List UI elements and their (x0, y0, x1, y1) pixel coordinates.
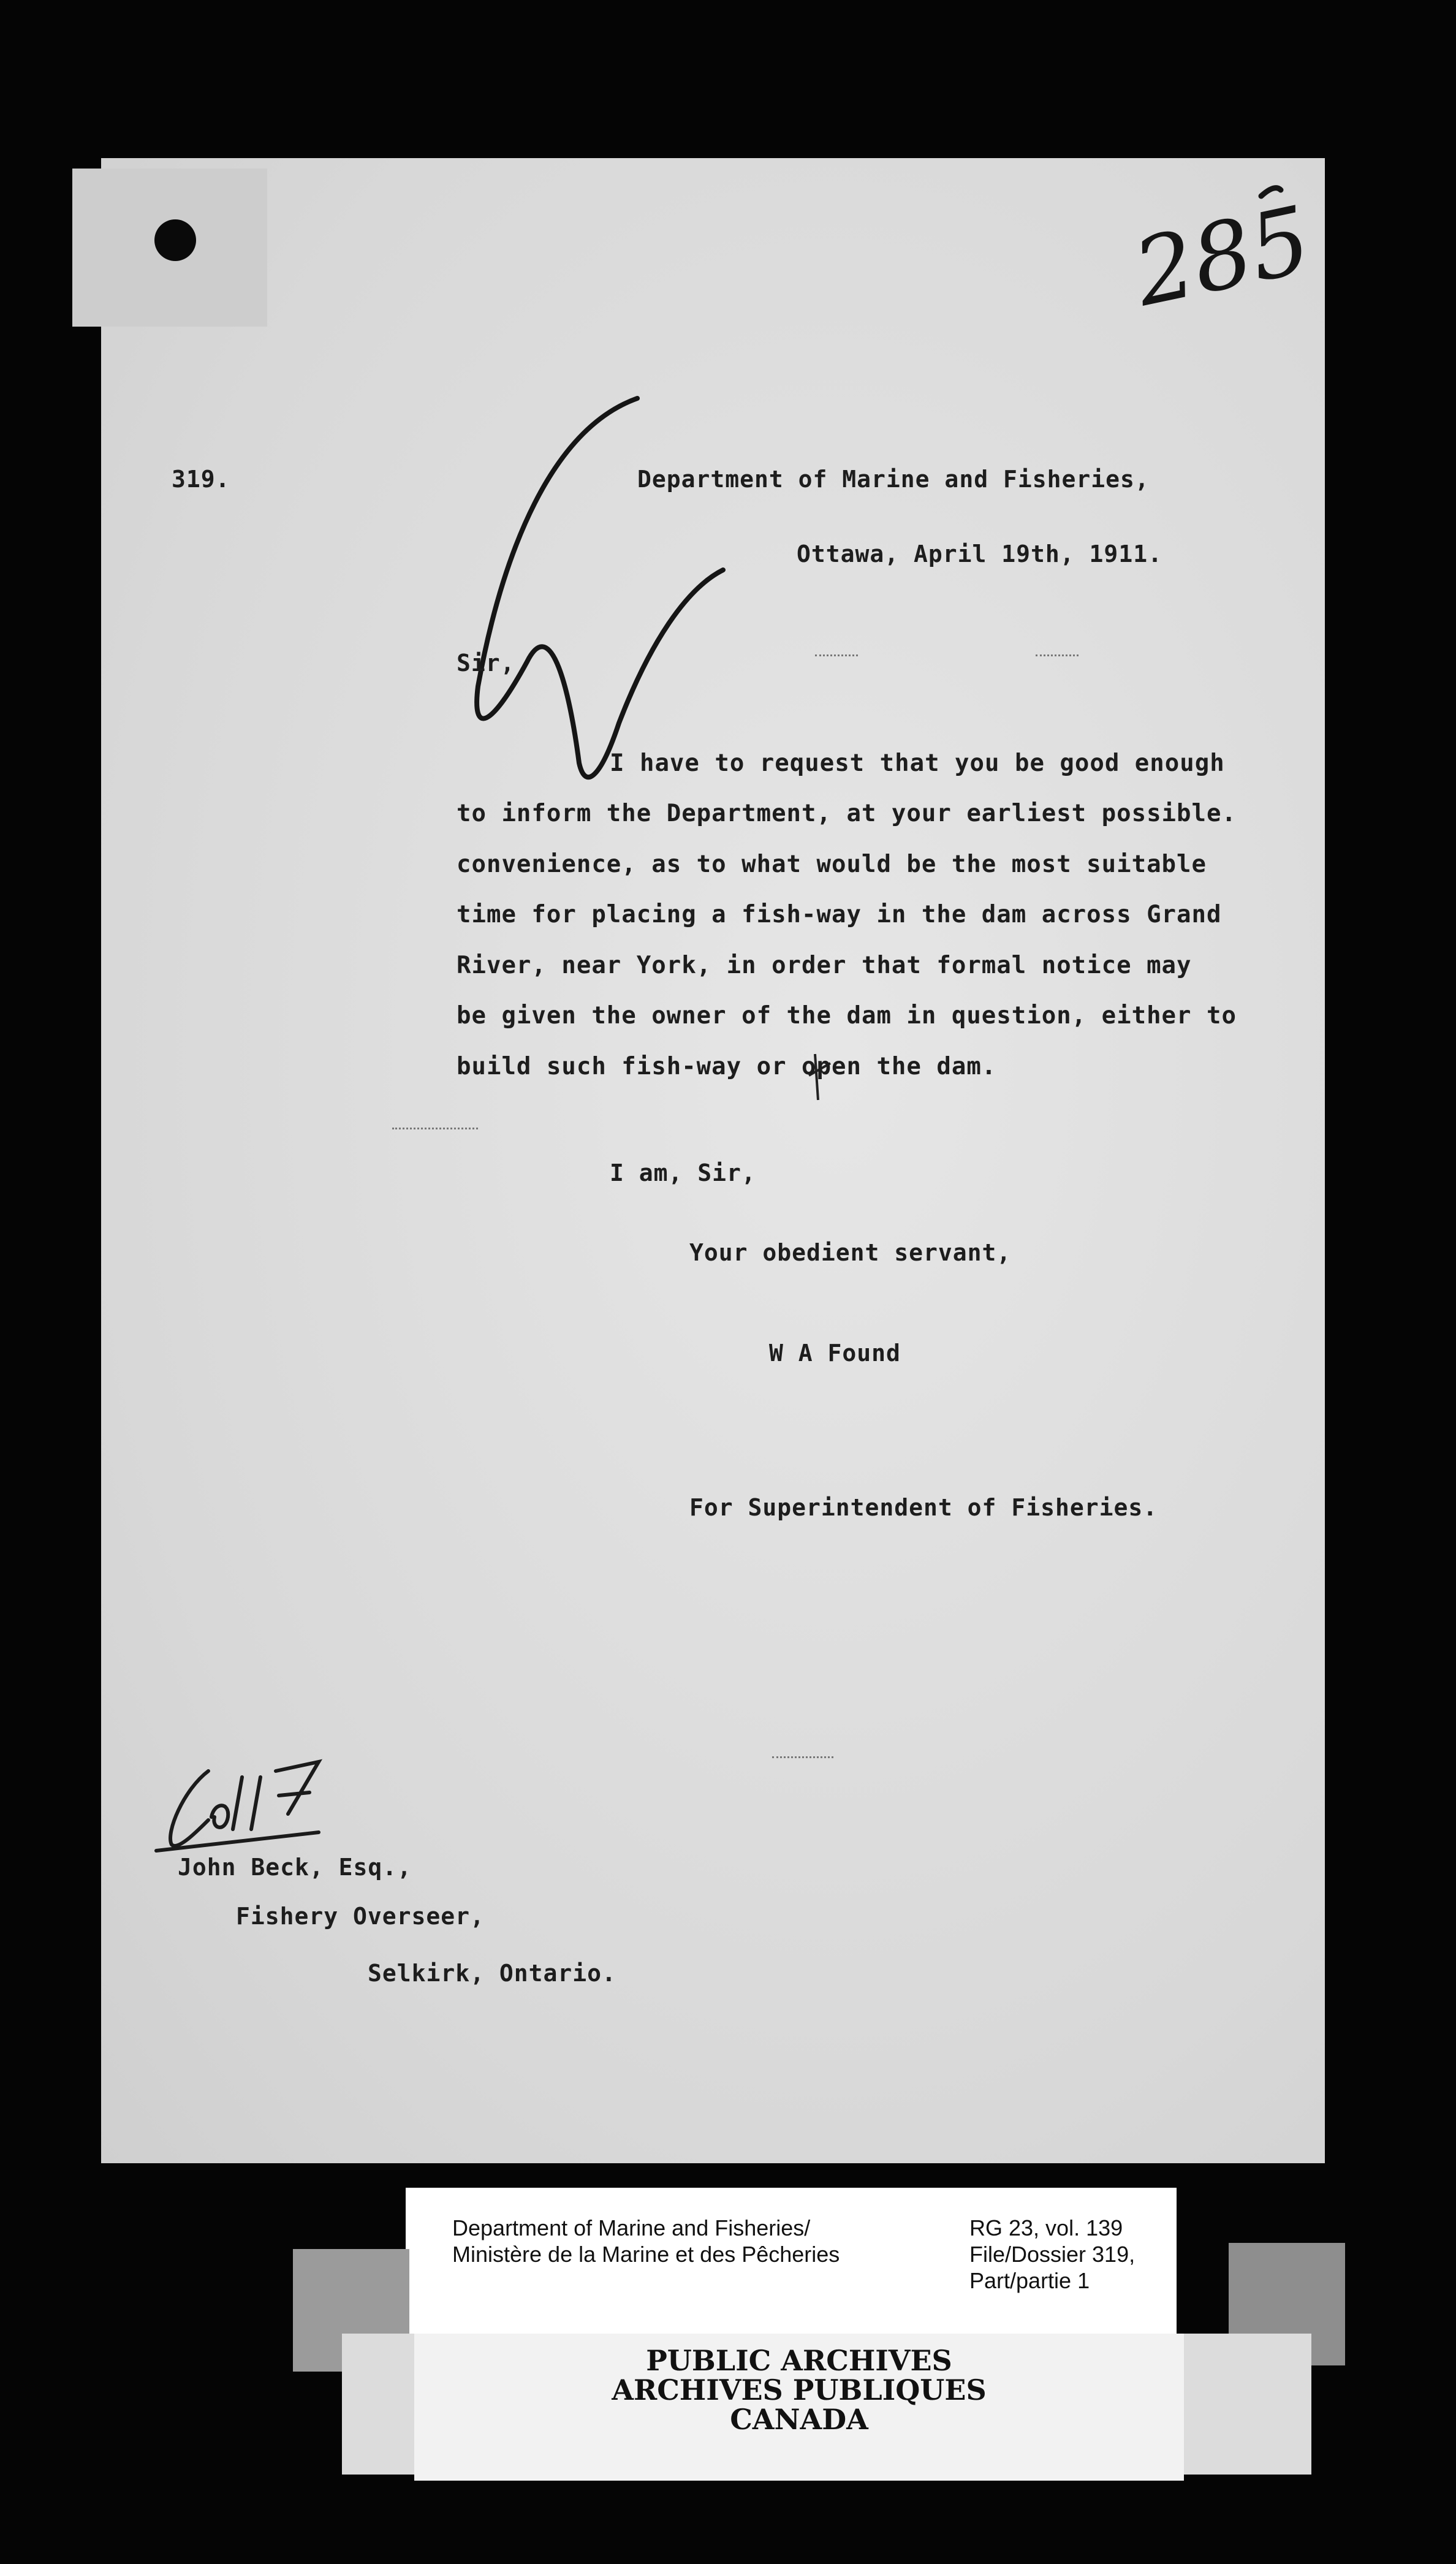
place-date: Ottawa, April 19th, 1911. (797, 540, 1162, 567)
signature-title: For Superintendent of Fisheries. (689, 1494, 1158, 1521)
label-reference: RG 23, vol. 139 (969, 2215, 1123, 2240)
addressee-line: John Beck, Esq., (178, 1854, 412, 1881)
closing-line: Your obedient servant, (689, 1239, 1012, 1266)
annotation-scrawl (156, 1762, 319, 1851)
body-line: build such fish-way or open the dam. (457, 1053, 997, 1080)
stamp-line: CANADA (730, 2403, 868, 2436)
letterhead-line: Department of Marine and Fisheries, (637, 466, 1150, 493)
body-line: convenience, as to what would be the most suitable (457, 851, 1207, 878)
stamp-line: PUBLIC ARCHIVES (646, 2344, 952, 2377)
body-line: River, near York, in order that formal notice may (457, 952, 1192, 979)
label-department-fr: Ministère de la Marine et des Pêcheries (452, 2242, 840, 2267)
body-line: I have to request that you be good enough (610, 749, 1225, 777)
stamp-line: ARCHIVES PUBLIQUES (612, 2373, 987, 2407)
addressee-line: Selkirk, Ontario. (368, 1960, 616, 1987)
file-number: 319. (172, 466, 230, 493)
body-line: be given the owner of the dam in question, either to (457, 1002, 1237, 1030)
check-mark-scrawl (477, 398, 723, 777)
closing-line: I am, Sir, (610, 1159, 756, 1186)
faint-rule (1036, 654, 1079, 656)
salutation: Sir, (457, 650, 515, 677)
faint-rule (815, 654, 858, 656)
label-reference: File/Dossier 319, (969, 2242, 1136, 2267)
dotted-rule (392, 1128, 478, 1129)
folio-number-handwritten (1125, 186, 1319, 327)
signature: W A Found (769, 1340, 901, 1367)
faint-rule (772, 1756, 833, 1758)
body-line: time for placing a fish-way in the dam across Grand (457, 901, 1222, 928)
label-department-en: Department of Marine and Fisheries/ (452, 2215, 811, 2240)
label-reference: Part/partie 1 (969, 2268, 1090, 2293)
addressee-line: Fishery Overseer, (236, 1903, 485, 1930)
body-line: to inform the Department, at your earliest possible. (457, 800, 1237, 827)
svg-text:285: 285 (1125, 186, 1319, 328)
